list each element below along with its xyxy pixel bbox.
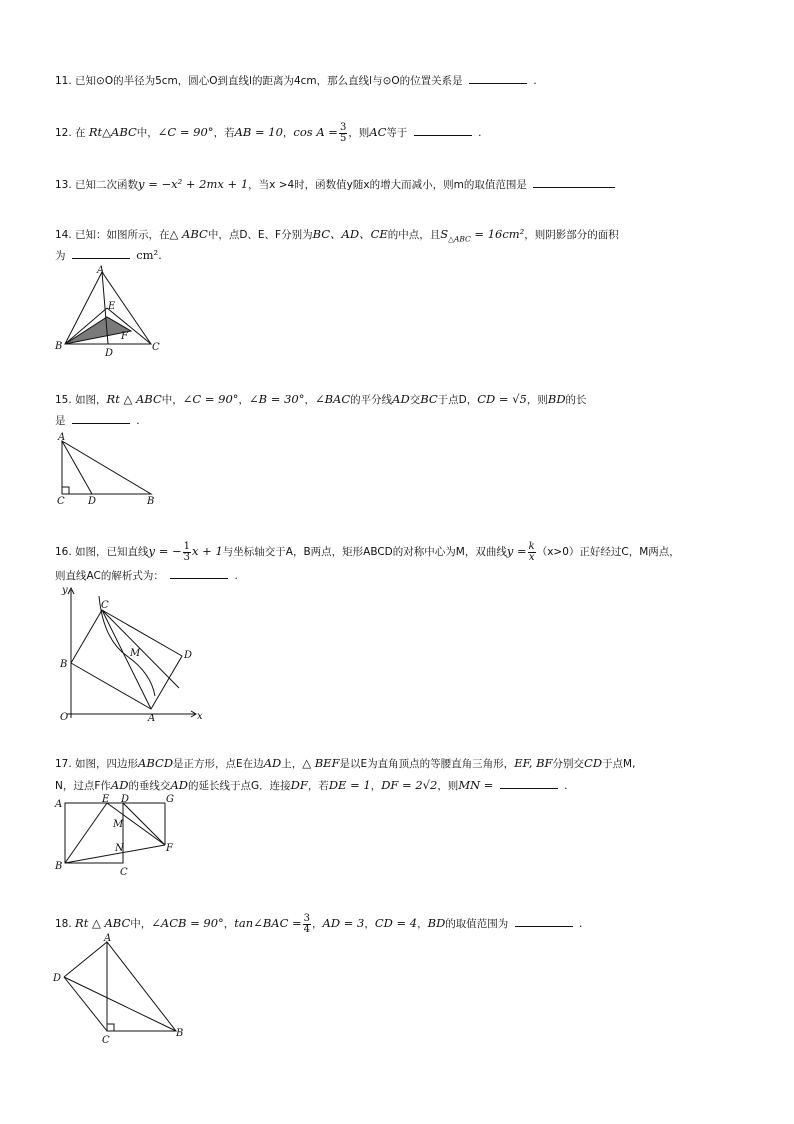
q15-number: 15. <box>55 394 72 406</box>
q15-answer-blank[interactable] <box>72 413 130 424</box>
q15-text: 中， <box>161 394 183 406</box>
q12-angle: ∠C = 90° <box>157 125 214 139</box>
q12-triangle: Rt△ABC <box>88 125 137 139</box>
q16-label-m: M <box>130 648 141 659</box>
q18-figure <box>50 932 190 1047</box>
q18-text: 的取值范围为 <box>445 918 509 930</box>
q17-cd: CD <box>584 756 603 770</box>
q15-figure <box>55 429 165 507</box>
q17-ad: AD <box>110 778 129 792</box>
q17-bef: △ BEF <box>302 756 340 770</box>
q17-end: . <box>564 780 568 792</box>
q14-triangle: △ ABC <box>169 227 208 241</box>
q17-text: ，若 <box>307 780 329 792</box>
q14-text: 的中点，且 <box>387 229 441 241</box>
q18-label-b: B <box>176 1028 184 1039</box>
q18-text: ， <box>417 918 428 930</box>
q16-figure <box>55 584 210 726</box>
q15-bc: BC <box>420 392 438 406</box>
q16-label-a: A <box>148 713 156 724</box>
q16-label-c: C <box>101 600 109 611</box>
q16-text: 则直线AC的解析式为： <box>55 570 164 582</box>
q18-tan: tan∠BAC = <box>234 916 302 930</box>
q14-text: 为 <box>55 250 66 262</box>
q13-expression: y = −x² + 2mx + 1 <box>138 177 249 191</box>
q18-text: ， <box>364 918 375 930</box>
question-15: 15. 如图，Rt △ ABC中，∠C = 90°，∠B = 30°，∠BAC的平分线AD交BC于点D，CD = √5，则BD的长 <box>55 392 587 406</box>
q14-label-e: E <box>108 301 116 312</box>
q16-label-o: O <box>60 712 69 723</box>
q17-label-c: C <box>120 867 128 878</box>
q16-hyperbola-curve <box>99 596 155 696</box>
q15-angle-bac: ∠BAC <box>314 392 351 406</box>
q14-label-d: D <box>105 348 114 359</box>
q12-number: 12. <box>55 127 72 139</box>
q18-label-a: A <box>104 933 112 944</box>
q12-ac: AC <box>369 125 387 139</box>
q17-segment-be <box>65 803 107 863</box>
q16-label-b: B <box>60 659 68 670</box>
q17-text: 是正方形，点E在边 <box>173 758 264 770</box>
q17-segment-df <box>123 803 165 845</box>
question-15-line2 <box>55 413 140 428</box>
q16-label-x: x <box>197 711 203 722</box>
q17-label-n: N <box>115 843 124 854</box>
q18-text: 中， <box>130 918 152 930</box>
q17-answer-blank[interactable] <box>500 778 558 789</box>
q18-answer-blank[interactable] <box>515 916 573 927</box>
q17-figure <box>55 793 185 878</box>
q15-cd: CD = √5 <box>477 392 527 406</box>
q17-label-g: G <box>166 794 174 805</box>
q14-label-b: B <box>55 341 63 352</box>
q17-mn: MN = <box>458 778 494 792</box>
q14-area: $S_{\triangle ABC} = 16cm^2$ <box>440 227 525 244</box>
q17-text: 如图，四边形 <box>75 758 139 770</box>
q12-ab: AB = 10 <box>234 125 283 139</box>
q11-text: 已知⊙O的半径为5cm，圆心O到直线l的距离为4cm，那么直线l与⊙O的位置关系是 <box>75 75 463 87</box>
q14-segments: BC、AD、CE <box>312 227 388 241</box>
q18-ad: AD = 3 <box>322 916 365 930</box>
q16-text: （x>0）正好经过C，M两点， <box>536 546 680 558</box>
q18-text: ， <box>223 918 235 930</box>
q12-text: 在 <box>75 127 86 139</box>
q18-bd: BD <box>427 916 446 930</box>
q15-text: 是 <box>55 415 66 427</box>
q18-triangle: Rt △ ABC <box>75 916 131 930</box>
q15-label-c: C <box>57 496 65 507</box>
q15-angle-c: ∠C = 90° <box>182 392 239 406</box>
q17-label-b: B <box>55 861 63 872</box>
q15-right-angle-mark <box>62 487 69 494</box>
q18-angle: ∠ACB = 90° <box>151 916 224 930</box>
q11-end: . <box>533 75 537 87</box>
q17-text: N，过点F作 <box>55 780 111 792</box>
q17-label-m: M <box>113 819 124 830</box>
q15-text: 交 <box>409 394 421 406</box>
q16-line-eq: x + 1 <box>192 544 223 558</box>
q15-triangle-abc <box>62 441 151 494</box>
q17-text: ， <box>370 780 382 792</box>
question-13 <box>55 177 618 192</box>
q18-cd: CD = 4 <box>374 916 418 930</box>
q11-number: 11. <box>55 75 72 87</box>
q18-segment-ad <box>64 942 107 977</box>
q17-df-value: DF = 2√2 <box>381 778 438 792</box>
q16-label-y: y <box>62 585 68 596</box>
q16-label-d: D <box>184 650 193 661</box>
q16-k-fraction: $\frac{k}{x}$ <box>528 540 535 563</box>
question-17-line2 <box>55 778 567 793</box>
q13-text: 已知二次函数 <box>75 179 139 191</box>
q15-text: ，则 <box>526 394 548 406</box>
q17-label-d: D <box>121 794 130 805</box>
q16-end: . <box>234 570 238 582</box>
q13-number: 13. <box>55 179 72 191</box>
q14-text: ，则阴影部分的面积 <box>524 229 619 241</box>
q15-text: 如图， <box>75 394 107 406</box>
q14-unit: cm². <box>136 248 162 262</box>
q18-label-c: C <box>102 1035 110 1046</box>
q14-number: 14. <box>55 229 72 241</box>
q15-end: . <box>136 415 140 427</box>
q17-ad: AD <box>263 756 282 770</box>
q17-text: 的垂线交 <box>128 780 171 792</box>
q15-angle-b: ∠B = 30° <box>249 392 305 406</box>
q17-de: DE = 1 <box>328 778 371 792</box>
q15-label-a: A <box>58 432 66 443</box>
question-14 <box>55 227 619 246</box>
q15-bisector-ad <box>62 441 92 494</box>
q14-label-f: F <box>121 331 128 342</box>
q11-answer-blank[interactable] <box>469 73 527 84</box>
question-16 <box>55 540 680 563</box>
q17-label-a: A <box>55 799 63 810</box>
q15-text: 于点D， <box>437 394 478 406</box>
q13-text: ，当x >4时，函数值y随x的增大而减小，则m的取值范围是 <box>248 179 527 191</box>
q14-text: 已知：如图所示，在 <box>75 229 170 241</box>
q15-label-b: B <box>147 496 155 507</box>
q15-ad: AD <box>392 392 410 406</box>
q17-text: 于点M, <box>602 758 636 770</box>
q17-label-e: E <box>102 794 110 805</box>
q17-df: DF <box>290 778 308 792</box>
q15-text: ， <box>304 394 315 406</box>
q14-label-a: A <box>97 265 105 276</box>
q16-number: 16. <box>55 546 72 558</box>
q18-number: 18. <box>55 918 72 930</box>
q16-line <box>102 610 179 688</box>
q16-hyperbola: y = <box>506 544 527 558</box>
q13-answer-blank[interactable] <box>533 177 615 188</box>
q18-fraction: $\frac{3}{4}$ <box>303 912 311 935</box>
q18-triangle-abc <box>107 942 176 1031</box>
q16-text: 与坐标轴交于A，B两点，矩形ABCD的对称中心为M，双曲线 <box>222 546 507 558</box>
q17-text: 上， <box>281 758 303 770</box>
q12-cos: cos A = <box>293 125 338 139</box>
q12-answer-blank[interactable] <box>414 125 472 136</box>
q15-triangle: Rt △ ABC <box>106 392 162 406</box>
q17-ef-bf: EF, BF <box>514 756 553 770</box>
q17-text: 分别交 <box>552 758 585 770</box>
q16-text: 如图，已知直线 <box>75 546 149 558</box>
question-12 <box>55 121 481 144</box>
q14-text: 中，点D、E、F分别为 <box>207 229 313 241</box>
q18-segment-cd <box>64 977 107 1031</box>
q17-label-f: F <box>166 843 173 854</box>
q15-text: 的平分线 <box>350 394 393 406</box>
q12-text: ，则 <box>348 127 370 139</box>
q16-answer-blank[interactable] <box>170 568 228 579</box>
q14-figure <box>55 264 170 359</box>
q18-segment-bd <box>64 977 176 1031</box>
q15-bd: BD <box>547 392 566 406</box>
q12-text: ， <box>282 127 294 139</box>
q18-right-angle-mark <box>107 1024 114 1031</box>
q12-end: . <box>478 127 482 139</box>
question-17 <box>55 756 635 771</box>
q18-label-d: D <box>53 973 62 984</box>
q16-fraction: $\frac{1}{3}$ <box>183 540 191 563</box>
question-16-line2 <box>55 568 238 583</box>
q18-text: ， <box>312 918 323 930</box>
question-14-line2 <box>55 248 162 263</box>
q17-text: 是以E为直角顶点的等腰直角三角形， <box>339 758 515 770</box>
q18-end: . <box>579 918 583 930</box>
q17-ad: AD <box>170 778 188 792</box>
q16-diagonal-ac <box>102 610 151 709</box>
q14-answer-blank[interactable] <box>72 248 130 259</box>
q17-number: 17. <box>55 758 72 770</box>
q12-text: 等于 <box>386 127 408 139</box>
q12-fraction: $\frac{3}{5}$ <box>339 121 347 144</box>
q17-text: ，则 <box>437 780 459 792</box>
q17-text: 的延长线于点G．连接 <box>187 780 291 792</box>
q12-text: ，若 <box>213 127 235 139</box>
q12-text: 中， <box>136 127 158 139</box>
q15-label-d: D <box>88 496 97 507</box>
q17-abcd: ABCD <box>138 756 174 770</box>
q15-text: 的长 <box>565 394 587 406</box>
question-11 <box>55 73 537 88</box>
q16-line-eq: y = − <box>148 544 182 558</box>
q14-label-c: C <box>152 342 160 353</box>
